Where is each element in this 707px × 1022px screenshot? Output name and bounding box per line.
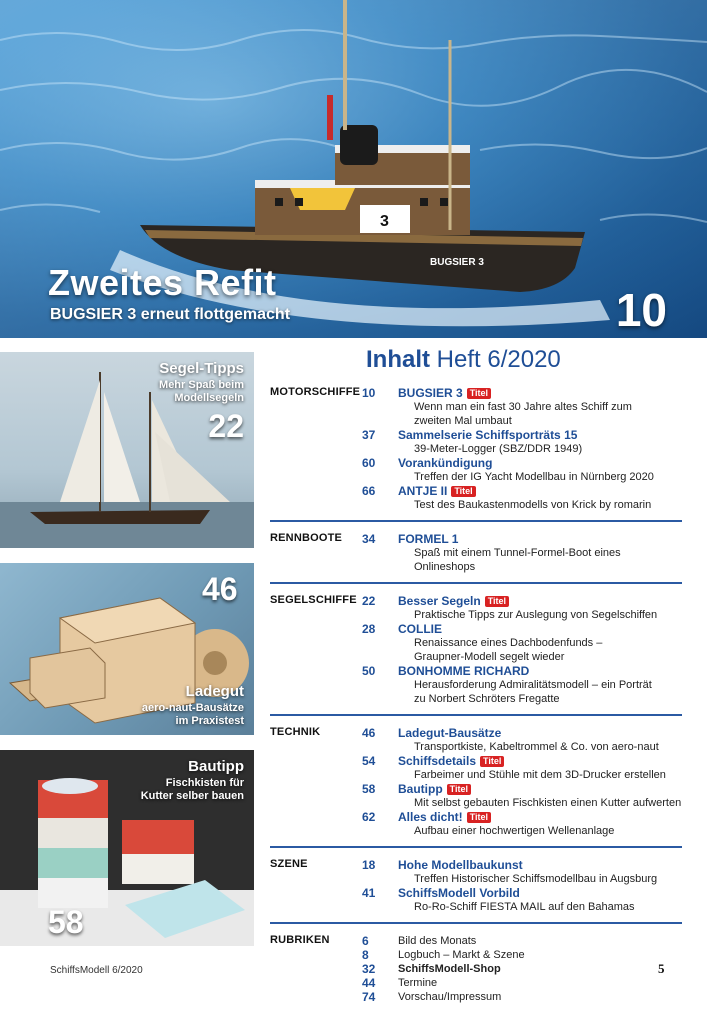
toc-entry[interactable] — [362, 886, 682, 914]
entry-title: BUGSIER 3 — [398, 386, 463, 400]
teaser-subtitle-2: Kutter selber bauen — [140, 790, 244, 802]
entry-page: 10 — [362, 386, 376, 400]
entry-page: 46 — [362, 726, 376, 740]
toc-entry[interactable] — [362, 456, 682, 484]
titel-badge: Titel — [480, 756, 504, 767]
entry-title-line — [398, 782, 682, 796]
table-of-contents — [270, 386, 682, 1022]
toc-entry[interactable] — [362, 386, 682, 428]
hero-image — [0, 0, 707, 338]
toc-entry[interactable] — [362, 858, 682, 886]
entry-page: 6 — [362, 934, 369, 948]
entry-title: FORMEL 1 — [398, 532, 459, 546]
toc-section — [270, 726, 682, 848]
entry-title: Vorankündigung — [398, 456, 493, 470]
entry-description: Ro-Ro-Schiff FIESTA MAIL auf den Bahamas — [414, 901, 635, 913]
entry-page: 60 — [362, 456, 376, 470]
entry-description: Mit selbst gebauten Fischkisten einen Kutter aufwerten — [414, 797, 682, 809]
entry-page: 34 — [362, 532, 376, 546]
entry-page: 44 — [362, 976, 376, 990]
toc-section — [270, 386, 682, 522]
entry-page: 8 — [362, 948, 369, 962]
page-number: 5 — [658, 961, 665, 976]
entry-title: SchiffsModell Vorbild — [398, 886, 520, 900]
teaser-subtitle-2: Modellsegeln — [174, 392, 244, 404]
entry-description: Aufbau einer hochwertigen Wellenanlage — [414, 825, 615, 837]
teaser-subtitle-1: Fischkisten für — [165, 777, 244, 789]
toc-section-rubriken — [270, 934, 682, 1012]
entry-page: 28 — [362, 622, 376, 636]
teaser-page-number: 58 — [48, 904, 84, 940]
entry-description: zweiten Mal umbaut — [414, 415, 512, 427]
entry-page: 41 — [362, 886, 376, 900]
teaser-subtitle-2: im Praxistest — [175, 715, 244, 727]
entry-description: Praktische Tipps zur Auslegung von Segelschiffen — [414, 609, 658, 621]
hero-title: Zweites Refit — [48, 262, 277, 303]
entry-title-line — [398, 664, 682, 678]
toc-entry[interactable] — [362, 664, 682, 706]
entry-page: 18 — [362, 858, 376, 872]
entry-page: 66 — [362, 484, 376, 498]
section-name: MOTORSCHIFFE — [270, 386, 361, 398]
entry-title: Ladegut-Bausätze — [398, 726, 502, 740]
section-name: TECHNIK — [270, 726, 321, 738]
titel-badge: Titel — [485, 596, 509, 607]
entry-title-line — [398, 428, 682, 442]
entry-page: 62 — [362, 810, 376, 824]
toc-entry[interactable] — [362, 934, 682, 948]
teaser-subtitle-1: Mehr Spaß beim — [159, 379, 244, 391]
entry-description: Spaß mit einem Tunnel-Formel-Boot eines Onlineshops — [414, 547, 621, 573]
teaser-subtitle-1: aero-naut-Bausätze — [141, 702, 244, 714]
entry-title-line — [398, 484, 682, 498]
toc-entry[interactable] — [362, 532, 682, 574]
toc-entry[interactable] — [362, 726, 682, 754]
entry-description: 39-Meter-Logger (SBZ/DDR 1949) — [414, 443, 583, 455]
teaser-bautipp[interactable] — [0, 750, 254, 946]
teaser-title: Ladegut — [185, 683, 244, 700]
entry-page: 37 — [362, 428, 376, 442]
footer-text: SchiffsModell 6/2020 — [50, 965, 143, 976]
toc-heading-bold: Inhalt — [366, 346, 430, 373]
entry-page: 32 — [362, 962, 376, 976]
toc-section — [270, 858, 682, 924]
entry-title-line — [398, 456, 682, 470]
entry-description: Treffen der IG Yacht Modellbau in Nürnberg 2020 — [414, 471, 654, 483]
entry-page: 22 — [362, 594, 376, 608]
toc-entry[interactable] — [362, 962, 682, 976]
toc-entry[interactable] — [362, 622, 682, 664]
toc-entry[interactable] — [362, 782, 682, 810]
entry-description: Graupner-Modell segelt wieder — [414, 651, 565, 663]
entry-title: Besser Segeln — [398, 594, 481, 608]
teaser-page-number: 46 — [202, 571, 238, 607]
hull-name: BUGSIER 3 — [430, 257, 484, 268]
entry-description: Transportkiste, Kabeltrommel & Co. von aero-naut — [414, 741, 659, 753]
hero-page-number: 10 — [615, 284, 667, 336]
toc-section — [270, 532, 682, 584]
toc-entry[interactable] — [362, 484, 682, 512]
entry-description: Test des Baukastenmodells von Krick by romarin — [414, 499, 652, 511]
teaser-ladegut[interactable] — [0, 563, 254, 735]
entry-page: 54 — [362, 754, 376, 768]
entry-page: 50 — [362, 664, 376, 678]
entry-title: COLLIE — [398, 622, 442, 636]
entry-title: SchiffsModell-Shop — [398, 963, 501, 975]
entry-title: Bild des Monats — [398, 935, 477, 947]
toc-heading — [366, 346, 561, 374]
entry-title: Logbuch – Markt & Szene — [398, 949, 525, 961]
entry-title: BONHOMME RICHARD — [398, 664, 530, 678]
section-name: SZENE — [270, 858, 308, 870]
entry-description: zu Norbert Schröters Fregatte — [414, 693, 560, 705]
entry-description: Farbeimer und Stühle mit dem 3D-Drucker erstellen — [414, 769, 666, 781]
toc-entry[interactable] — [362, 428, 682, 456]
teaser-page-number: 22 — [208, 408, 244, 444]
entry-title: Termine — [398, 977, 438, 989]
entry-title-line — [398, 810, 682, 824]
toc-entry[interactable] — [362, 810, 682, 838]
hero-subtitle: BUGSIER 3 erneut flottgemacht — [50, 306, 291, 323]
entry-title: Alles dicht! — [398, 810, 463, 824]
toc-entry[interactable] — [362, 754, 682, 782]
funnel-number: 3 — [380, 213, 389, 230]
toc-heading-issue: Heft 6/2020 — [430, 346, 561, 373]
entry-title-line — [398, 726, 682, 740]
entry-description: Treffen Historischer Schiffsmodellbau in Augsburg — [414, 873, 658, 885]
toc-entry[interactable] — [362, 976, 682, 990]
entry-title: Schiffsdetails — [398, 754, 477, 768]
entry-page: 58 — [362, 782, 376, 796]
titel-badge: Titel — [467, 812, 491, 823]
entry-title: Sammelserie Schiffsporträts 15 — [398, 428, 578, 442]
toc-section — [270, 594, 682, 716]
entry-title: Vorschau/Impressum — [398, 991, 502, 1003]
section-name: RENNBOOTE — [270, 532, 343, 544]
toc-entry[interactable] — [362, 594, 682, 622]
entry-title: ANTJE II — [398, 484, 448, 498]
toc-entry[interactable] — [362, 948, 682, 962]
entry-description: Wenn man ein fast 30 Jahre altes Schiff zum — [414, 401, 632, 413]
section-name: RUBRIKEN — [270, 934, 330, 946]
entry-title: Bautipp — [398, 782, 443, 796]
entry-title-line — [398, 858, 682, 872]
section-name: SEGELSCHIFFE — [270, 594, 357, 606]
entry-title-line — [398, 594, 682, 608]
entry-title-line — [398, 622, 682, 636]
entry-description: Renaissance eines Dachbodenfunds – — [414, 637, 603, 649]
teaser-title: Segel-Tipps — [159, 360, 244, 377]
entry-description: Herausforderung Admiralitätsmodell – ein Porträt — [414, 679, 652, 691]
entry-title-line — [398, 754, 682, 768]
titel-badge: Titel — [447, 784, 471, 795]
toc-entry[interactable] — [362, 990, 682, 1004]
titel-badge: Titel — [451, 486, 475, 497]
teaser-segel-tipps[interactable] — [0, 352, 254, 548]
teaser-title: Bautipp — [188, 758, 244, 775]
entry-title: Hohe Modellbaukunst — [398, 858, 523, 872]
entry-title-line — [398, 532, 682, 546]
entry-title-line — [398, 386, 682, 400]
titel-badge: Titel — [467, 388, 491, 399]
entry-page: 74 — [362, 990, 376, 1004]
entry-title-line — [398, 886, 682, 900]
